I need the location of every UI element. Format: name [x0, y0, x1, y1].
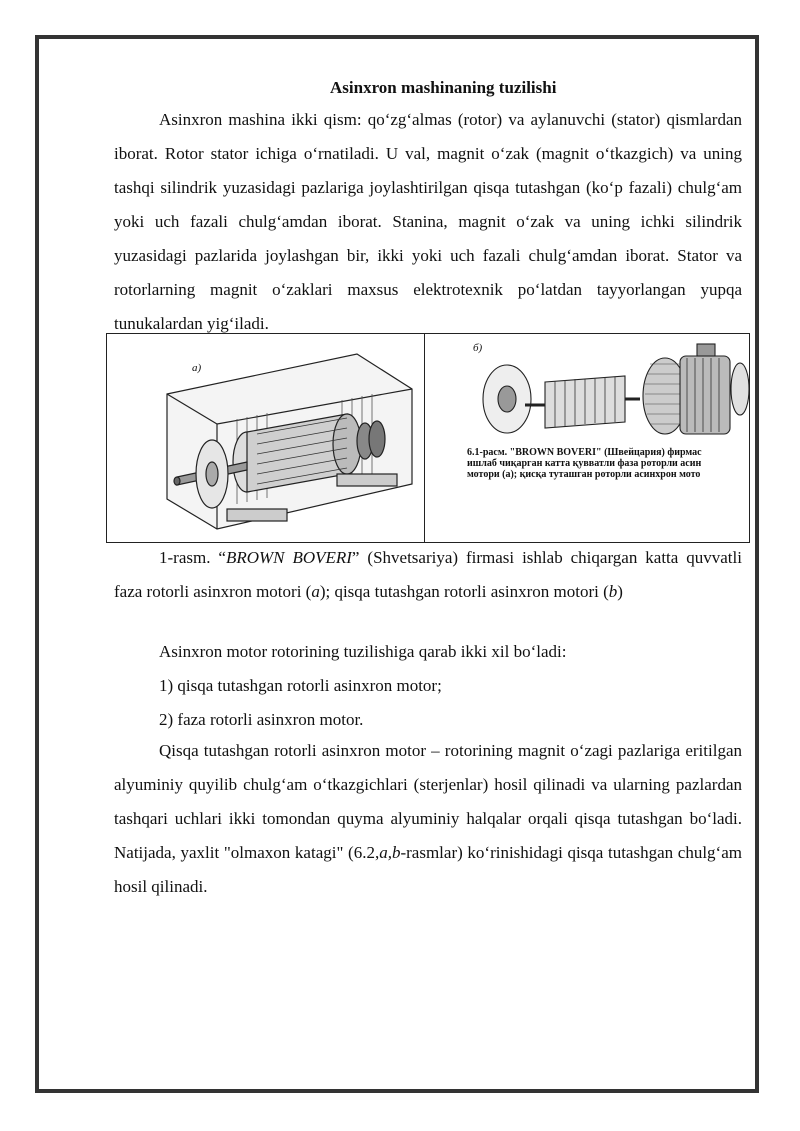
figure-a	[107, 334, 425, 542]
list-item-1: 1) qisqa tutashgan rotorli asinxron motor;	[159, 676, 442, 695]
figure-a-label: а)	[192, 362, 202, 374]
figure-panel	[106, 333, 750, 543]
figure-b	[425, 334, 749, 542]
paragraph-2-start: Qisqa tutashgan rotorli asinxron motor – rotorining magnit o‘zagi pazlariga eritilgan alyuminiy quyilib chulg‘am o‘tkazgichlari (sterjenlar) hosil qilinadi va ularning pazlardan tashqari uchlari ikki tomondan quyma alyuminiy halqalar orqali qisqa tutashgan bo‘ladi. Natijada, yaxlit "olmaxon katagi" (6.2,	[114, 741, 742, 862]
figure-inner-caption-line-3: мотори (а); қисқа туташган роторли асинхрон мото	[467, 469, 701, 480]
figure-caption-text	[114, 541, 742, 609]
figure-b-label: б)	[473, 342, 483, 354]
caption-b: b	[608, 582, 618, 601]
figure-inner-caption-line-2: ишлаб чиқарган катта қувватли фаза роторли асин	[467, 458, 702, 469]
caption-mid: ” (Shvetsariya) firmasi ishlab chiqargan katta quvvatli faza rotorli asinxron motori (	[114, 548, 742, 601]
figure-inner-caption	[467, 447, 702, 480]
page-title: Asinxron mashinaning tuzilishi	[330, 78, 557, 97]
paragraph-2-end: -rasmlar) ko‘rinishidagi qisqa tutashgan chulg‘am hosil qilinadi.	[114, 843, 742, 896]
list-item-2: 2) faza rotorli asinxron motor.	[159, 710, 364, 729]
caption-brand: BROWN BOVERI	[225, 548, 352, 567]
paragraph-1	[114, 103, 742, 341]
caption-end: )	[617, 582, 623, 601]
caption-prefix: 1-rasm. “	[159, 548, 226, 567]
intro-line: Asinxron motor rotorining tuzilishiga qarab ikki xil bo‘ladi:	[159, 642, 567, 661]
paragraph-2-ab: a,b	[379, 843, 401, 862]
paragraph-2-text	[114, 734, 742, 904]
paragraph-1-text: Asinxron mashina ikki qism: qo‘zg‘almas (rotor) va aylanuvchi (stator) qismlardan iborat. Rotor stator ichiga o‘rnatiladi. U val, magnit o‘zak (magnit o‘tkazgich) va uning tashqi silindrik yuzasidagi pazlariga joylashtirilgan qisqa tutashgan (ko‘p fazali) chulg‘am yoki uch fazali chulg‘amdan iborat. Stanina, magnit o‘zak va uning ichki silindrik yuzasidagi pazlarida joylashgan bir, ikki yoki uch fazali chulg‘amdan iborat. Stator va rotorlarning magnit o‘zaklari maxsus elektrotexnik po‘latdan tayyorlangan yupqa tunukalardan yig‘iladi.	[114, 110, 742, 333]
squirrel-cage-motor-illustration	[425, 334, 749, 444]
figure-inner-caption-line-1: 6.1-рacм. "BROWN BOVERI" (Швейцария) фирмас	[467, 447, 702, 458]
figure-caption	[114, 541, 742, 609]
caption-mid2: ); qisqa tutashgan rotorli asinxron motori (	[319, 582, 609, 601]
caption-a: a	[311, 582, 320, 601]
paragraph-2	[114, 734, 742, 904]
phase-rotor-motor-illustration	[107, 334, 425, 542]
